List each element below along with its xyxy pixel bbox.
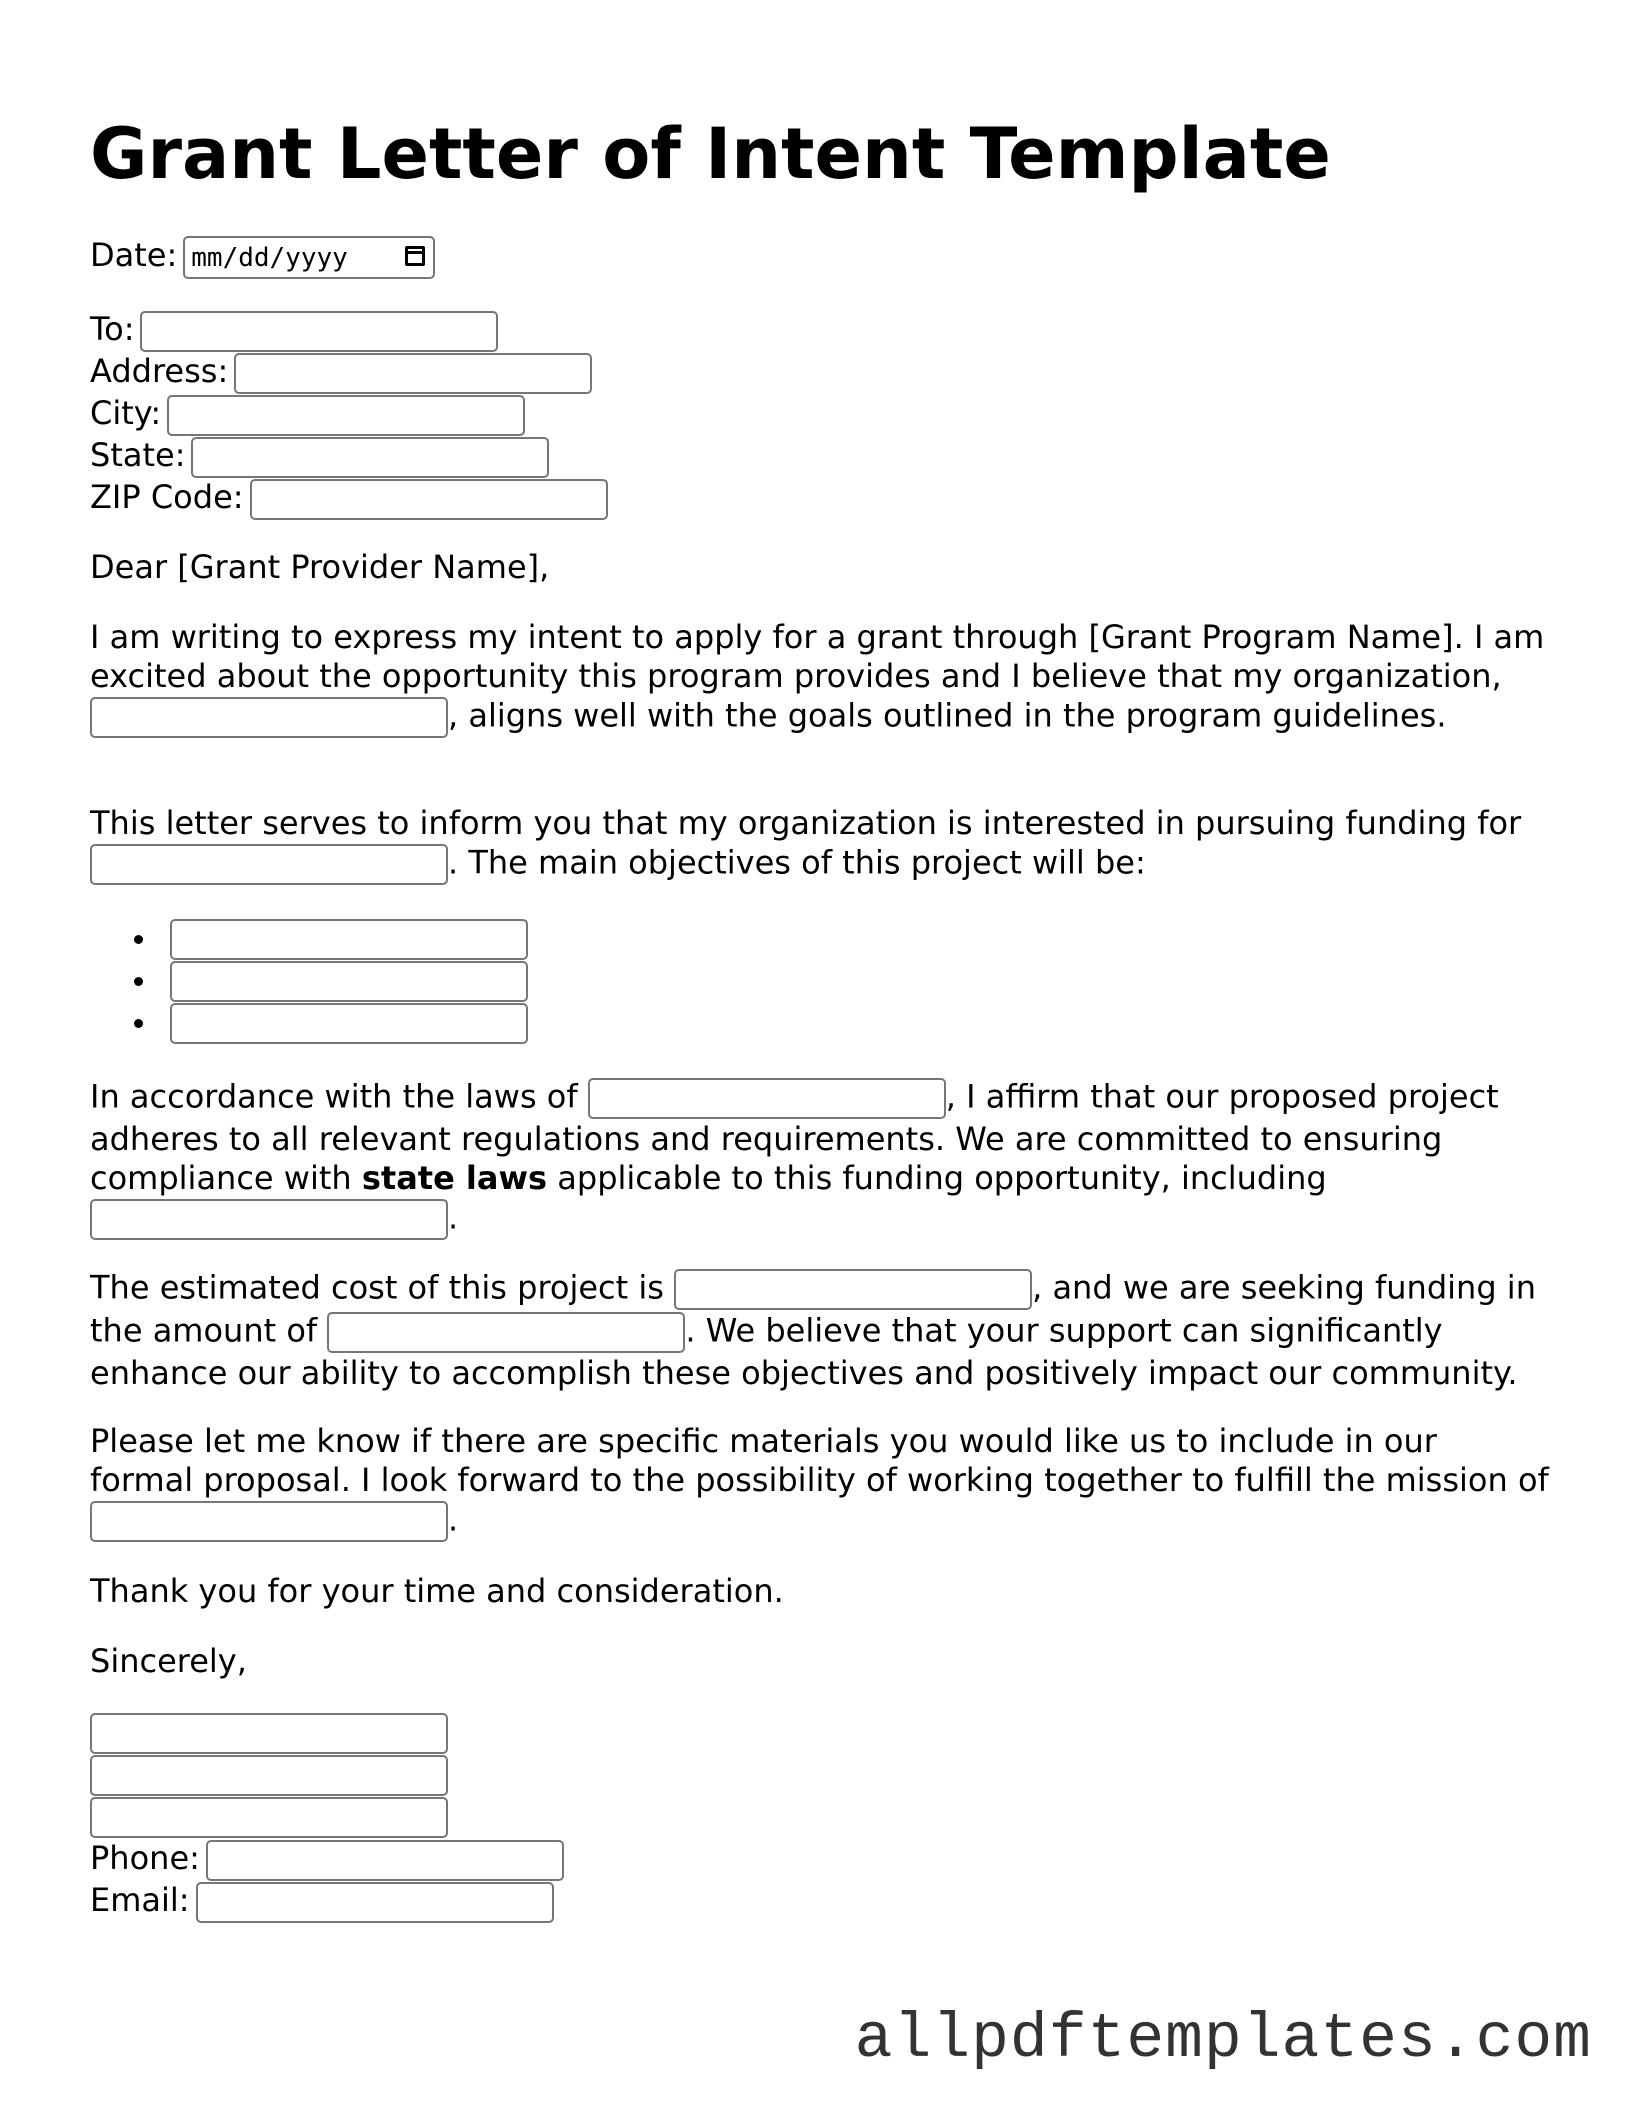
zip-input[interactable] <box>250 479 608 520</box>
address-input[interactable] <box>234 353 592 394</box>
address-label: Address: <box>90 352 229 390</box>
phone-label: Phone: <box>90 1839 200 1877</box>
zip-row <box>90 476 1550 518</box>
closing-request-paragraph <box>90 1422 1550 1543</box>
compliance-text-2: , I affirm that our proposed project adheres to all relevant regulations and requirements. We are committed to ensuring compliance with <box>90 1077 1499 1197</box>
list-item <box>90 960 1550 1002</box>
purpose-text-2: . The main objectives of this project will be: <box>448 843 1146 882</box>
bullet-icon <box>134 935 143 944</box>
purpose-paragraph <box>90 804 1550 886</box>
compliance-bold: state laws <box>361 1159 548 1197</box>
date-row <box>90 231 1550 279</box>
intro-text-1: I am writing to express my intent to apply for a grant through [Grant Program Name]. I am excited about the opportunity this program provides and I believe that my organization, <box>90 618 1545 695</box>
recipient-block <box>90 308 1550 518</box>
organization-name-input[interactable] <box>90 697 448 738</box>
calendar-icon[interactable] <box>405 246 425 266</box>
to-input[interactable] <box>140 311 498 352</box>
cost-paragraph <box>90 1268 1550 1393</box>
bullet-icon <box>134 977 143 986</box>
salutation: Dear [Grant Provider Name], <box>90 548 550 586</box>
objective-1-input[interactable] <box>170 919 528 960</box>
email-row <box>90 1879 1550 1921</box>
state-label: State: <box>90 436 186 474</box>
compliance-text-3: applicable to this funding opportunity, including <box>557 1159 1327 1197</box>
bullet-icon <box>134 1019 143 1028</box>
watermark: allpdftemplates.com <box>854 2004 1592 2075</box>
mission-input[interactable] <box>90 1501 448 1542</box>
project-name-input[interactable] <box>90 844 448 885</box>
email-input[interactable] <box>196 1882 554 1923</box>
phone-input[interactable] <box>206 1840 564 1881</box>
to-row <box>90 308 1550 350</box>
date-label: Date: <box>90 236 178 274</box>
objective-2-input[interactable] <box>170 961 528 1002</box>
phone-row <box>90 1837 1550 1879</box>
city-row <box>90 392 1550 434</box>
date-input[interactable] <box>183 236 435 279</box>
objective-3-input[interactable] <box>170 1003 528 1044</box>
signer-organization-input[interactable] <box>90 1797 448 1838</box>
closing-request-text-1: Please let me know if there are specific materials you would like us to include in our formal proposal. I look forward to the possibility of working together to fulfill the mission of <box>90 1422 1549 1499</box>
cost-text-3: . We believe that your support can significantly enhance our ability to accomplish these objectives and positively impact our community. <box>90 1311 1518 1392</box>
intro-text-2: , aligns well with the goals outlined in the program guidelines. <box>448 696 1447 735</box>
page-title: Grant Letter of Intent Template <box>90 113 1331 195</box>
zip-label: ZIP Code: <box>90 478 244 516</box>
signer-title-input[interactable] <box>90 1755 448 1796</box>
list-item <box>90 1002 1550 1044</box>
cost-text-1: The estimated cost of this project is <box>90 1268 664 1307</box>
to-label: To: <box>90 310 135 348</box>
state-input[interactable] <box>191 437 549 478</box>
closing-request-text-2: . <box>448 1500 459 1539</box>
signoff: Sincerely, <box>90 1642 247 1680</box>
list-item <box>90 918 1550 960</box>
email-label: Email: <box>90 1881 190 1919</box>
contact-block <box>90 1837 1550 1921</box>
signature-block <box>90 1713 1550 1839</box>
objectives-list <box>90 918 1550 1044</box>
intro-paragraph <box>90 618 1550 739</box>
date-placeholder: mm/dd/yyyy <box>191 242 348 273</box>
signer-name-input[interactable] <box>90 1713 448 1754</box>
applicable-laws-input[interactable] <box>90 1199 448 1240</box>
address-row <box>90 350 1550 392</box>
funding-amount-input[interactable] <box>327 1312 685 1353</box>
compliance-text-1: In accordance with the laws of <box>90 1077 578 1116</box>
compliance-paragraph <box>90 1077 1550 1241</box>
state-of-law-input[interactable] <box>588 1078 946 1119</box>
compliance-text-4: . <box>448 1198 459 1237</box>
state-row <box>90 434 1550 476</box>
city-label: City: <box>90 394 162 432</box>
thanks-line: Thank you for your time and consideration. <box>90 1572 784 1610</box>
city-input[interactable] <box>167 395 525 436</box>
purpose-text-1: This letter serves to inform you that my organization is interested in pursuing funding for <box>90 804 1522 842</box>
cost-text-2: , and we are seeking funding in the amount of <box>90 1268 1536 1350</box>
estimated-cost-input[interactable] <box>674 1269 1032 1310</box>
